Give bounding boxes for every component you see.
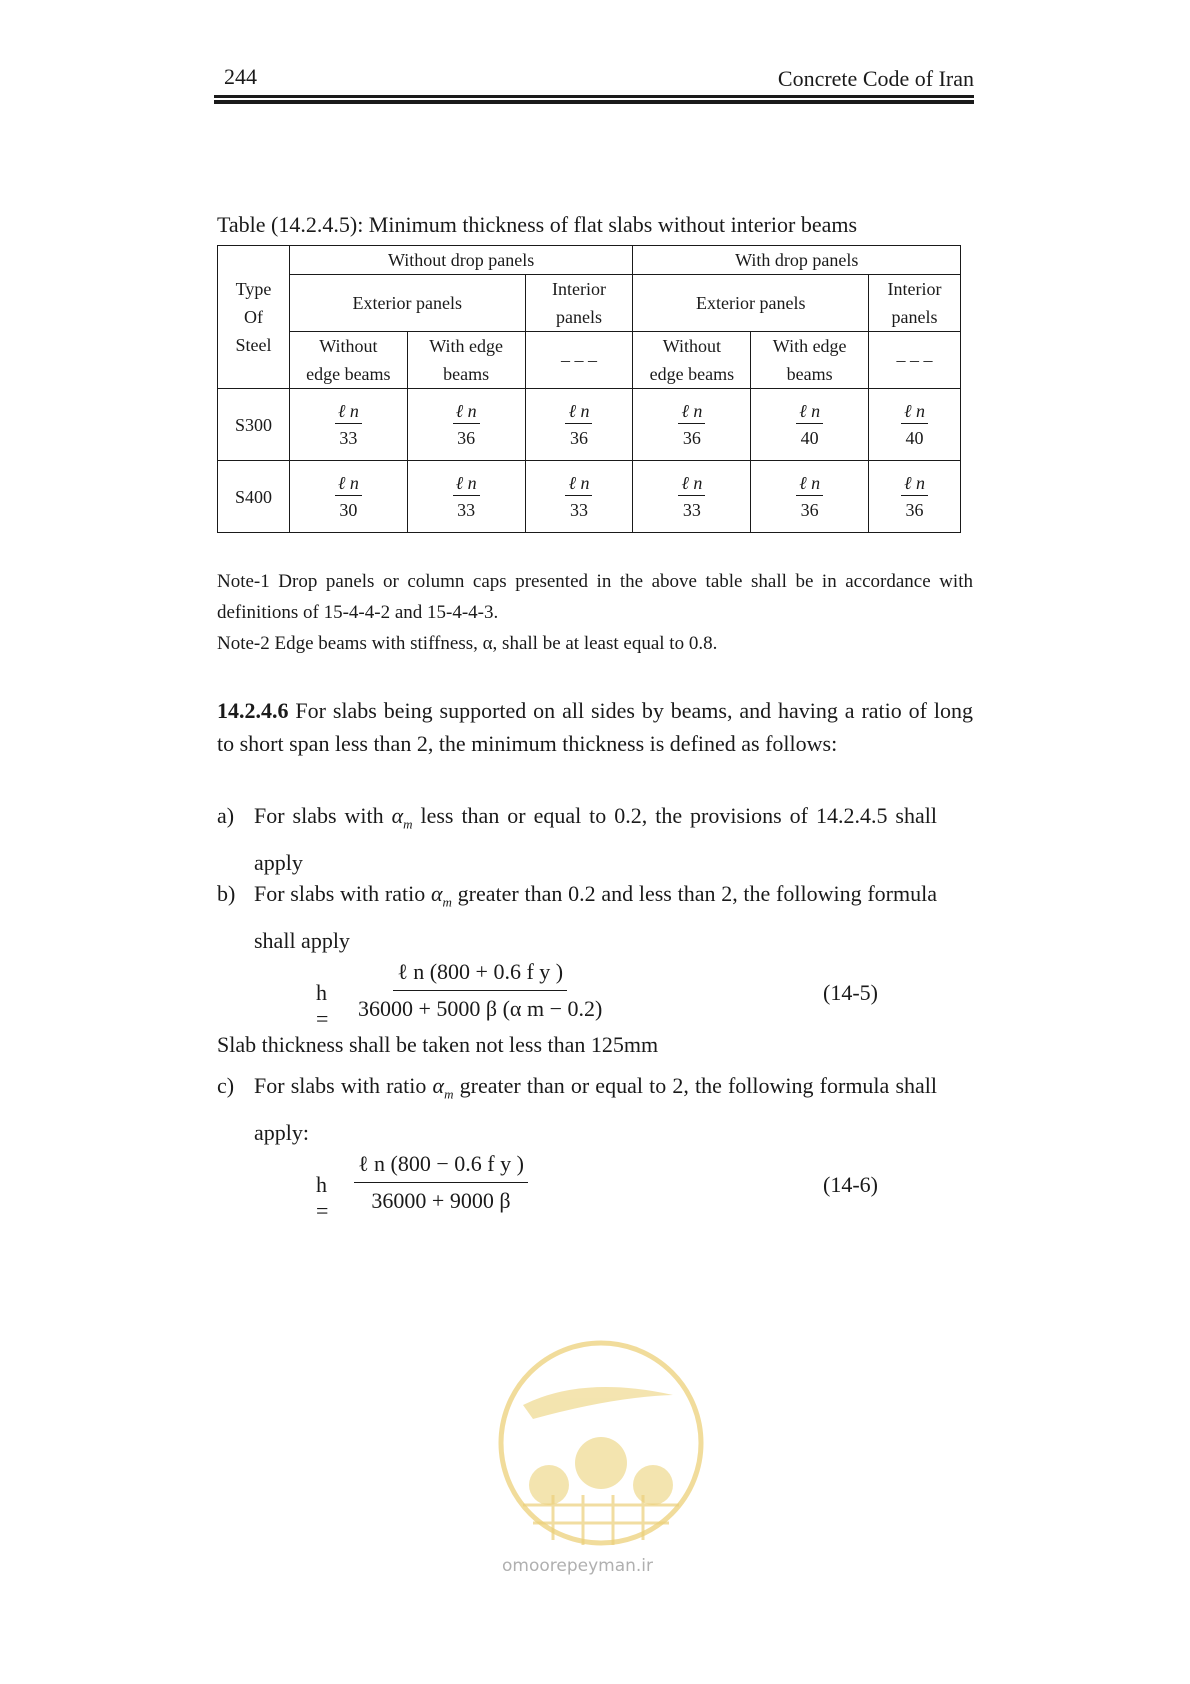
- value-cell: $\frac{\text{ℓ n}}{36}$: [633, 389, 751, 461]
- header-rule-thick: [214, 100, 974, 104]
- formula-numerator: ℓ n (800 − 0.6 f y ): [354, 1146, 528, 1183]
- value-cell: $\frac{\text{ℓ n}}{40}$: [869, 389, 961, 461]
- value-cell: $\frac{\text{ℓ n}}{33}$: [525, 461, 633, 533]
- value-cell: $\frac{\text{ℓ n}}{36}$: [869, 461, 961, 533]
- group-with-drop-panels: With drop panels: [633, 246, 961, 275]
- dash-cell: – – –: [869, 332, 961, 389]
- alpha-m-symbol: $\alpha_m$: [432, 1073, 454, 1102]
- note-2: Note-2 Edge beams with stiffness, α, shall be at least equal to 0.8.: [217, 633, 718, 654]
- formula-denominator: 36000 + 5000 β (α m − 0.2): [358, 996, 603, 1021]
- table-row: [218, 461, 961, 533]
- value-cell: $\frac{\text{ℓ n}}{33}$: [289, 389, 407, 461]
- formula-numerator: ℓ n (800 + 0.6 f y ): [393, 954, 567, 991]
- clause-number: 14.2.4.6: [217, 698, 289, 723]
- formula-fraction: [354, 1146, 528, 1219]
- with-edge-beams-header: With edge beams: [407, 332, 525, 389]
- value-cell: $\frac{\text{ℓ n}}{33}$: [407, 461, 525, 533]
- formula-denominator: 36000 + 9000 β: [371, 1188, 511, 1213]
- steel-type: S300: [218, 389, 290, 461]
- value-cell: $\frac{\text{ℓ n}}{36}$: [525, 389, 633, 461]
- watermark-logo-icon: [493, 1335, 709, 1551]
- item-label: a): [217, 803, 235, 828]
- table-notes: [217, 566, 973, 659]
- value-cell: $\frac{\text{ℓ n}}{33}$: [633, 461, 751, 533]
- steel-type: S400: [218, 461, 290, 533]
- running-title: Concrete Code of Iran: [777, 66, 974, 91]
- dash-cell: – – –: [525, 332, 633, 389]
- equation-number: (14-5): [823, 980, 878, 1005]
- value-cell: $\frac{\text{ℓ n}}{36}$: [407, 389, 525, 461]
- without-edge-beams-header: Without edge beams: [289, 332, 407, 389]
- slab-thickness-note: Slab thickness shall be taken not less than 125mm: [217, 1032, 659, 1057]
- watermark-site-text: omoorepeyman.ir: [502, 1556, 654, 1576]
- equation-number: (14-6): [823, 1172, 878, 1197]
- exterior-panels-header: Exterior panels: [633, 275, 869, 332]
- table-caption: Table (14.2.4.5): Minimum thickness of flat slabs without interior beams: [217, 212, 858, 237]
- with-edge-beams-header: With edge beams: [751, 332, 869, 389]
- value-cell: $\frac{\text{ℓ n}}{30}$: [289, 461, 407, 533]
- list-item-c: c) For slabs with ratio $\alpha_m$ greater than or equal to 2, the following formula shall apply:: [217, 1066, 937, 1152]
- group-without-drop-panels: Without drop panels: [289, 246, 633, 275]
- clause-14-2-4-6: [217, 694, 973, 760]
- type-of-steel-header: Type Of Steel: [218, 246, 290, 389]
- item-label: c): [217, 1073, 235, 1098]
- interior-panels-header: Interior panels: [869, 275, 961, 332]
- exterior-panels-header: Exterior panels: [289, 275, 525, 332]
- item-label: b): [217, 881, 236, 906]
- table-row: [218, 389, 961, 461]
- thickness-table: [217, 245, 961, 533]
- value-cell: $\frac{\text{ℓ n}}{36}$: [751, 461, 869, 533]
- note-1: Note-1 Drop panels or column caps presented in the above table shall be in accordance with definitions of 15-4-4-2 and 15-4-4-3.: [217, 571, 973, 623]
- list-item-a: a) For slabs with $\alpha_m$ less than or equal to 0.2, the provisions of 14.2.4.5 shall apply: [217, 796, 937, 882]
- alpha-m-symbol: $\alpha_m$: [391, 803, 413, 832]
- formula-lhs: h =: [316, 980, 329, 1031]
- formula-lhs: h =: [316, 1172, 329, 1223]
- interior-panels-header: Interior panels: [525, 275, 633, 332]
- clause-text: For slabs being supported on all sides by beams, and having a ratio of long to short span less than 2, the minimum thickness is defined as follows:: [217, 698, 973, 756]
- without-edge-beams-header: Without edge beams: [633, 332, 751, 389]
- header-rule: [214, 95, 974, 98]
- formula-fraction: [354, 954, 606, 1027]
- alpha-m-symbol: $\alpha_m$: [430, 881, 452, 910]
- list-item-b: b) For slabs with ratio $\alpha_m$ greater than 0.2 and less than 2, the following formula shall apply: [217, 874, 937, 960]
- value-cell: $\frac{\text{ℓ n}}{40}$: [751, 389, 869, 461]
- page-number: 244: [224, 64, 257, 89]
